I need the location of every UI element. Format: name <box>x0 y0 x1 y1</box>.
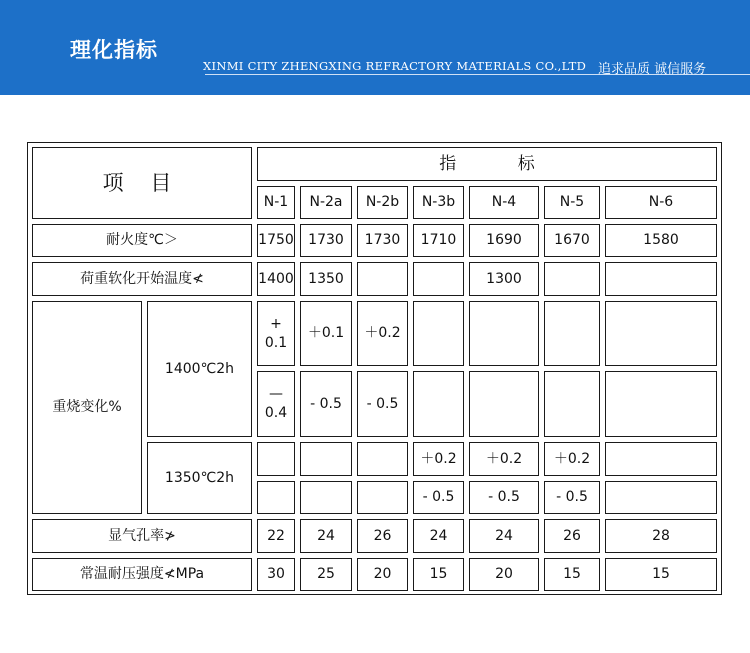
softening-value: 1400 <box>257 262 295 296</box>
softening-value: 1350 <box>300 262 352 296</box>
reheat-1400-neg-value <box>413 371 464 437</box>
porosity-value: 24 <box>469 519 539 553</box>
reheat-1350-pos-value <box>257 442 295 476</box>
reheat-1350-neg-value: - 0.5 <box>544 481 600 514</box>
reheat-1400-neg-value <box>605 371 717 437</box>
grade-header-cell: N-2b <box>357 186 408 219</box>
reheat-1350-neg-value: - 0.5 <box>413 481 464 514</box>
softening-value <box>544 262 600 296</box>
reheat-1350-neg-value <box>605 481 717 514</box>
reheat-1400-pos-value: ＋0.2 <box>357 301 408 366</box>
reheat-1400-neg-value: - 0.5 <box>357 371 408 437</box>
porosity-value: 26 <box>544 519 600 553</box>
index-header-cell: 指 标 <box>257 147 717 181</box>
porosity-value: 24 <box>413 519 464 553</box>
section-title: 理化指标 <box>70 38 158 62</box>
reheat-1400-pos-value: + 0.1 <box>257 301 295 366</box>
grade-header-cell: N-2a <box>300 186 352 219</box>
porosity-value: 28 <box>605 519 717 553</box>
reheat-1400-neg-value: - 0.5 <box>300 371 352 437</box>
refractoriness-value: 1710 <box>413 224 464 257</box>
reheat-1350-pos-value: ＋0.2 <box>469 442 539 476</box>
reheat-1350-neg-value <box>357 481 408 514</box>
company-name: XINMI CITY ZHENGXING REFRACTORY MATERIALS CO.,LTD <box>203 59 587 73</box>
reheat-1350-pos-value: ＋0.2 <box>544 442 600 476</box>
reheat-1350-pos-value: ＋0.2 <box>413 442 464 476</box>
grade-header-cell: N-1 <box>257 186 295 219</box>
softening-value <box>413 262 464 296</box>
reheat-1350-pos-value <box>605 442 717 476</box>
reheat-1400-neg-value <box>544 371 600 437</box>
grade-header-cell: N-3b <box>413 186 464 219</box>
slogan: 追求品质 诚信服务 <box>598 62 707 77</box>
item-header-cell: 项 目 <box>32 147 252 219</box>
reheat-1350-pos-value <box>300 442 352 476</box>
header-banner <box>0 0 750 95</box>
grade-header-cell: N-6 <box>605 186 717 219</box>
refractoriness-value: 1670 <box>544 224 600 257</box>
row-label-reheat: 重烧变化% <box>32 301 142 514</box>
refractoriness-value: 1750 <box>257 224 295 257</box>
softening-value <box>357 262 408 296</box>
strength-value: 15 <box>544 558 600 591</box>
row-label-strength: 常温耐压强度≮MPa <box>32 558 252 591</box>
reheat-1350-neg-value <box>300 481 352 514</box>
reheat-1400-neg-value <box>469 371 539 437</box>
strength-value: 30 <box>257 558 295 591</box>
reheat-1350-neg-value <box>257 481 295 514</box>
reheat-1400-pos-value <box>544 301 600 366</box>
refractoriness-value: 1730 <box>357 224 408 257</box>
reheat-1400-neg-value: — 0.4 <box>257 371 295 437</box>
row-label-refractoriness: 耐火度℃＞ <box>32 224 252 257</box>
reheat-1350-pos-value <box>357 442 408 476</box>
reheat-1400-pos-value <box>413 301 464 366</box>
porosity-value: 22 <box>257 519 295 553</box>
reheat-1400-pos-value <box>605 301 717 366</box>
row-label-softening: 荷重软化开始温度≮ <box>32 262 252 296</box>
row-label-porosity: 显气孔率≯ <box>32 519 252 553</box>
refractoriness-value: 1730 <box>300 224 352 257</box>
softening-value: 1300 <box>469 262 539 296</box>
strength-value: 25 <box>300 558 352 591</box>
refractoriness-value: 1580 <box>605 224 717 257</box>
reheat-1400-pos-value <box>469 301 539 366</box>
softening-value <box>605 262 717 296</box>
strength-value: 15 <box>605 558 717 591</box>
strength-value: 20 <box>469 558 539 591</box>
reheat-condition-1400: 1400℃2h <box>147 301 252 437</box>
grade-header-cell: N-5 <box>544 186 600 219</box>
reheat-1400-pos-value: ＋0.1 <box>300 301 352 366</box>
porosity-value: 26 <box>357 519 408 553</box>
strength-value: 15 <box>413 558 464 591</box>
reheat-1350-neg-value: - 0.5 <box>469 481 539 514</box>
strength-value: 20 <box>357 558 408 591</box>
reheat-condition-1350: 1350℃2h <box>147 442 252 514</box>
grade-header-cell: N-4 <box>469 186 539 219</box>
refractoriness-value: 1690 <box>469 224 539 257</box>
porosity-value: 24 <box>300 519 352 553</box>
